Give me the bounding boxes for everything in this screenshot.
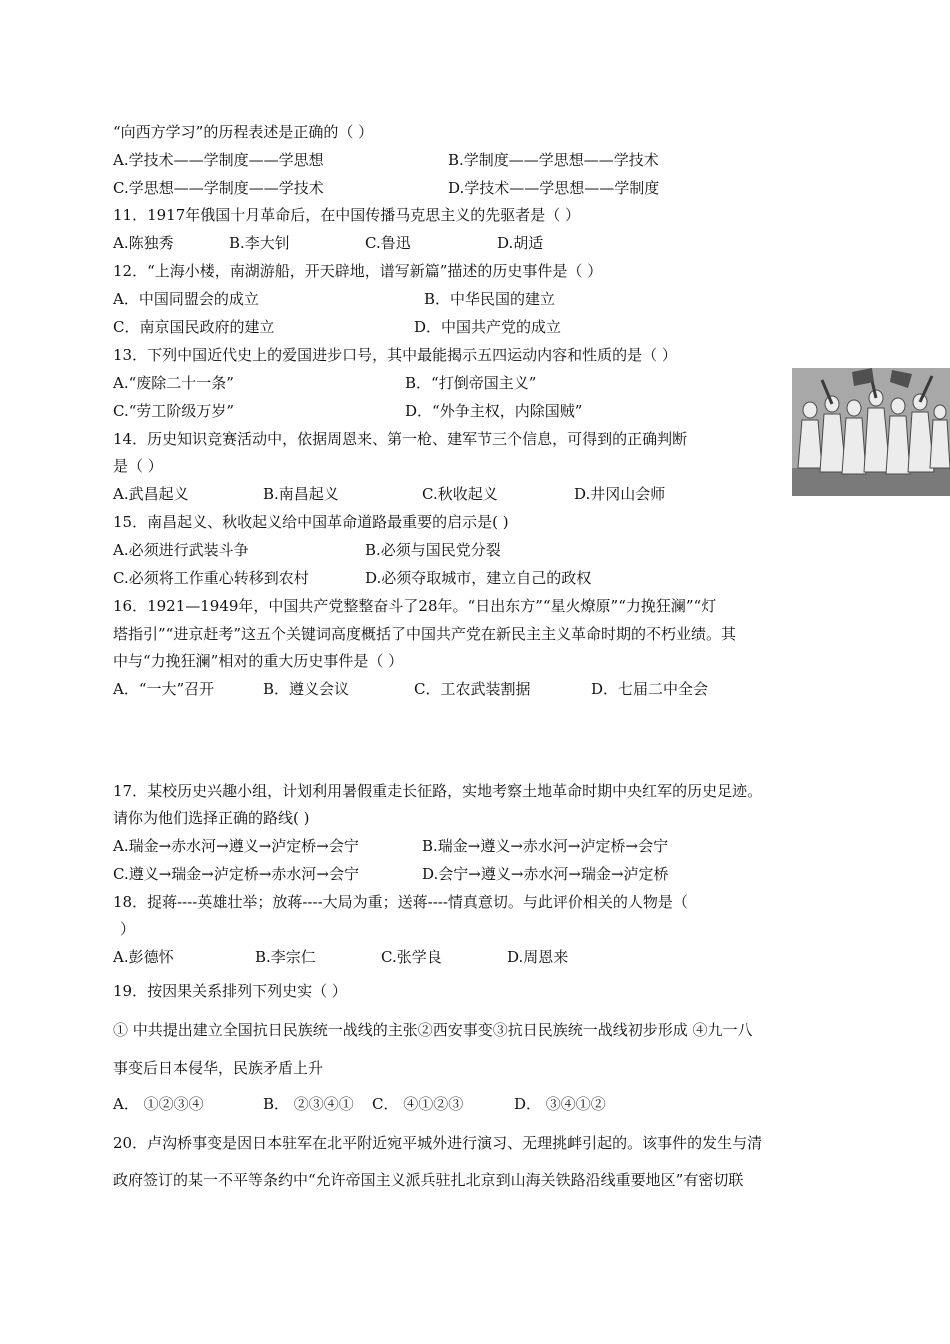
question-15-option-c: C.必须将工作重心转移到农村 xyxy=(113,569,309,587)
question-11-option-c: C.鲁迅 xyxy=(365,234,411,252)
question-10-option-d: D.学技术——学思想——学制度 xyxy=(448,179,660,197)
question-13-option-b: B．“打倒帝国主义” xyxy=(405,374,537,392)
question-16-option-a: A．“一大”召开 xyxy=(113,680,215,698)
question-10-option-a: A.学技术——学制度——学思想 xyxy=(113,151,324,169)
question-18-stem-line-1: 18．捉蒋----英雄壮举；放蒋----大局为重；送蒋----情真意切。与此评价相关的人物是（ xyxy=(113,893,688,911)
question-19-stem: 19．按因果关系排列下列史实（ ） xyxy=(113,982,347,1000)
question-20-stem-line-1: 20．卢沟桥事变是因日本驻军在北平附近宛平城外进行演习、无理挑衅引起的。该事件的发生与清 xyxy=(113,1134,763,1152)
question-18-option-d: D.周恩来 xyxy=(507,948,569,966)
question-16-stem-line-3: 中与“力挽狂澜”相对的重大历史事件是（ ） xyxy=(113,652,404,670)
question-11-option-a: A.陈独秀 xyxy=(113,234,174,252)
question-15-option-d: D.必须夺取城市，建立自己的政权 xyxy=(365,569,592,587)
question-15-option-b: B.必须与国民党分裂 xyxy=(365,541,501,559)
question-18-option-b: B.李宗仁 xyxy=(255,948,316,966)
question-13-option-d: D．“外争主权，内除国贼” xyxy=(405,402,583,420)
question-18-stem-line-2: ） xyxy=(120,920,136,938)
question-17-stem-line-1: 17．某校历史兴趣小组，计划利用暑假重走长征路，实地考察土地革命时期中央红军的历史足迹。 xyxy=(113,782,763,800)
question-14-stem-line-2: 是（ ） xyxy=(113,457,163,475)
question-14-option-b: B.南昌起义 xyxy=(263,485,339,503)
question-16-stem-line-2: 塔指引”“进京赶考”这五个关键词高度概括了中国共产党在新民主主义革命时期的不朽业绩。其 xyxy=(113,625,737,643)
relief-sculpture-image xyxy=(792,368,950,496)
question-17-option-b: B.瑞金→遵义→赤水河→泸定桥→会宁 xyxy=(422,837,669,855)
question-10-option-b: B.学制度——学思想——学技术 xyxy=(448,151,659,169)
question-13-option-c: C.“劳工阶级万岁” xyxy=(113,402,235,420)
question-17-option-c: C.遵义→瑞金→泸定桥→赤水河→会宁 xyxy=(113,865,359,883)
question-12-option-b: B．中华民国的建立 xyxy=(424,290,556,308)
question-11-stem: 11．1917年俄国十月革命后，在中国传播马克思主义的先驱者是（ ） xyxy=(113,206,581,224)
question-20-stem-line-2: 政府签订的某一不平等条约中“允许帝国主义派兵驻扎北京到山海关铁路沿线重要地区”有密切联 xyxy=(113,1171,744,1189)
question-18-option-a: A.彭德怀 xyxy=(113,948,174,966)
question-16-option-d: D．七届二中全会 xyxy=(591,680,709,698)
question-17-option-a: A.瑞金→赤水河→遵义→泸定桥→会宁 xyxy=(113,837,359,855)
question-18-option-c: C.张学良 xyxy=(381,948,442,966)
question-11-option-b: B.李大钊 xyxy=(229,234,290,252)
question-10-stem: “向西方学习”的历程表述是正确的（ ） xyxy=(113,123,374,141)
question-19-option-b: B． ②③④① xyxy=(263,1095,354,1113)
question-19-body-line-2: 事变后日本侵华，民族矛盾上升 xyxy=(113,1059,324,1077)
question-13-stem: 13．下列中国近代史上的爱国进步口号，其中最能揭示五四运动内容和性质的是（ ） xyxy=(113,346,677,364)
question-15-stem: 15．南昌起义、秋收起义给中国革命道路最重要的启示是( ) xyxy=(113,513,509,531)
question-16-option-b: B．遵义会议 xyxy=(263,680,350,698)
question-19-option-c: C． ④①②③ xyxy=(372,1095,464,1113)
question-11-option-d: D.胡适 xyxy=(497,234,544,252)
question-14-option-d: D.井冈山会师 xyxy=(574,485,666,503)
question-19-option-a: A． ①②③④ xyxy=(113,1095,204,1113)
question-17-stem-line-2: 请你为他们选择正确的路线( ) xyxy=(113,809,310,827)
question-12-stem: 12．“上海小楼，南湖游船，开天辟地，谱写新篇”描述的历史事件是（ ） xyxy=(113,262,603,280)
question-19-option-d: D． ③④①② xyxy=(514,1095,606,1113)
question-12-option-c: C．南京国民政府的建立 xyxy=(113,318,275,336)
question-16-option-c: C．工农武装割据 xyxy=(414,680,531,698)
question-10-option-c: C.学思想——学制度——学技术 xyxy=(113,179,324,197)
question-12-option-d: D．中国共产党的成立 xyxy=(414,318,562,336)
question-14-option-c: C.秋收起义 xyxy=(422,485,498,503)
question-15-option-a: A.必须进行武装斗争 xyxy=(113,541,249,559)
question-19-body-line-1: ① 中共提出建立全国抗日民族统一战线的主张②西安事变③抗日民族统一战线初步形成 ④九一八 xyxy=(113,1021,753,1039)
question-14-option-a: A.武昌起义 xyxy=(113,485,189,503)
question-17-option-d: D.会宁→遵义→赤水河→瑞金→泸定桥 xyxy=(422,865,669,883)
question-16-stem-line-1: 16．1921—1949年，中国共产党整整奋斗了28年。“日出东方”“星火燎原”“力挽狂澜”“灯 xyxy=(113,597,717,615)
question-12-option-a: A．中国同盟会的成立 xyxy=(113,290,259,308)
question-14-stem-line-1: 14．历史知识竞赛活动中，依据周恩来、第一枪、建军节三个信息，可得到的正确判断 xyxy=(113,430,688,448)
question-13-option-a: A.“废除二十一条” xyxy=(113,374,234,392)
